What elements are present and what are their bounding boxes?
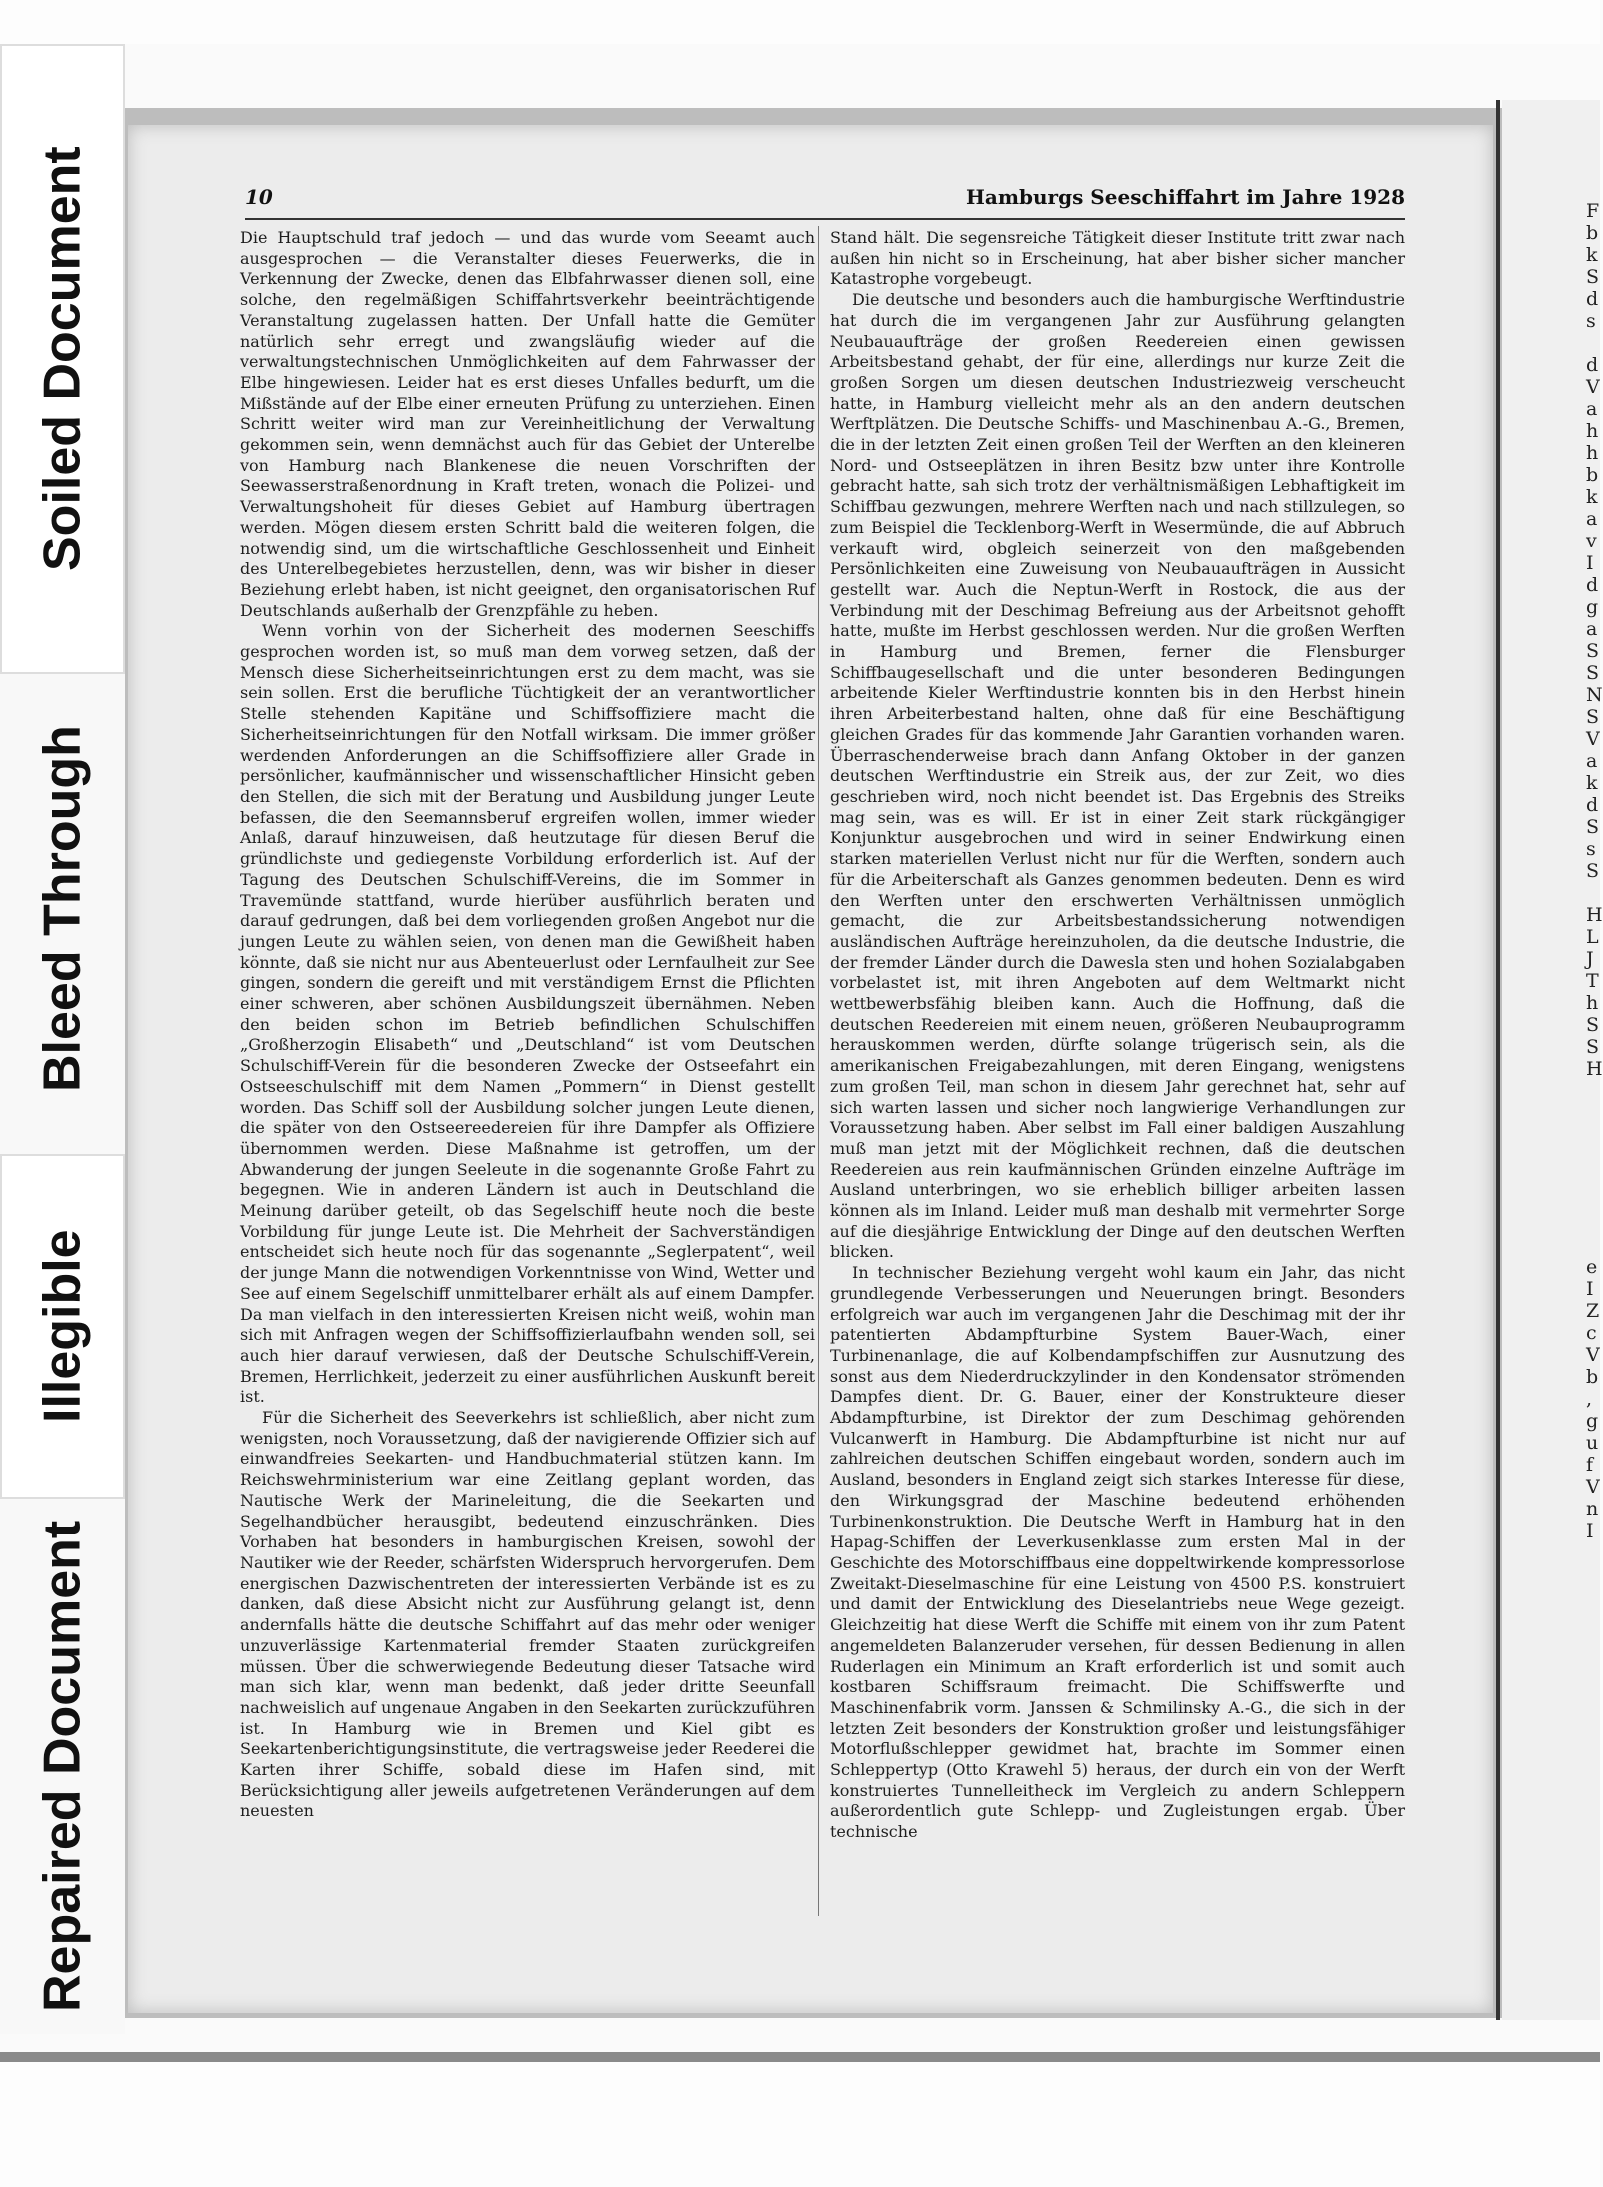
label-soiled-document: Soiled Document xyxy=(0,44,125,674)
top-margin xyxy=(0,0,1600,44)
edge-letter: d xyxy=(1586,794,1599,816)
edge-letter: S xyxy=(1586,640,1600,662)
paragraph: Die deutsche und besonders auch die hamburgische Werftindustrie hat durch die im vergangenen Jahr zur Ausführung gelangten Neubauaufträge der großen Reedereien einen gewissen Arbeitsbestand gehabt, der für eine, allerdings nur kurze Zeit die großen Sorgen um diesen deutschen Industriezweig verscheucht hatte, in Hamburg vielleicht mehr als an den andern deutschen Werftplätzen. Die Deutsche Schiffs- und Maschinenbau A.-G., Bremen, die in der letzten Zeit einen großen Teil der Werften an den kleineren Nord- und Ostseeplätzen in ihren Besitz bzw unter ihre Kontrolle gebracht hatte, sah sich trotz der verhältnismäßigen Lebhaftigkeit im Schiffbau gezwungen, mehrere Werften nach und nach stillzulegen, so zum Beispiel die Tecklenborg-Werft in Wesermünde, die auf Abbruch verkauft wird, obgleich seinerzeit von den maßgebenden Persönlichkeiten eine Zuweisung von Neubauaufträgen in Aussicht gestellt war. Auch die Neptun-Werft in Rostock, die aus der Verbindung mit der Deschimag Befreiung aus der Arbeitsnot gehofft hatte, mußte im Herbst geschlossen werden. Nur die großen Werften in Hamburg und Bremen, ferner die Flensburger Schiffbaugesellschaft und die unter besonderen Bedingungen arbeitende Kieler Werftindustrie konnten bis in den Herbst hinein ihren Arbeiterbestand halten, ohne daß für eine Beschäftigung gleichen Grades für das kommende Jahr Garantien vorhanden waren. Überraschenderweise brach dann Anfang Oktober in der ganzen deutschen Werftindustrie ein Streik aus, der zur Zeit, wo dies geschrieben wird, noch nicht beendet ist. Das Ergebnis des Streiks mag sein, was es will. Er ist in einer Zeit stark rückgängiger Konjunktur ausgebrochen und wird in seiner Endwirkung einen starken materiellen Verlust nicht nur für die Werften, sondern auch für die Arbeiterschaft als Ganzes genommen bedeuten. Denn es wird den Werften unter den erschwerten Verhältnissen unmöglich gemacht, die zur Arbeitsbestandssicherung notwendigen ausländischen Aufträge hereinzuholen, da die deutsche Industrie, die der fremder Länder durch die Dawesla sten und hohen Sozialabgaben vorbelastet ist, mit ihren Angeboten auf dem Weltmarkt nicht wettbewerbsfähig bleiben kann. Auch die Hoffnung, daß die deutschen Reedereien mit einem neuen, größeren Neubauprogramm herauskommen werden, dürfte solange trügerisch sein, als die amerikanischen Freigabezahlungen, mit deren Eingang, wenigstens zum großen Teil, man schon in diesem Jahr gerechnet hat, sehr auf sich warten lassen und sicher noch langwierige Verhandlungen zur Voraussetzung haben. Aber selbst im Fall einer baldigen Auszahlung muß man jetzt mit der Möglichkeit rechnen, daß die deutschen Reedereien aus rein kaufmännischen Gründen einzelne Aufträge im Ausland unterbringen, wo sie erheblich billiger arbeiten lassen können als im Inland. Leider muß man deshalb mit vermehrter Sorge auf die diesjährige Entwicklung der Dinge auf den deutschen Werften blicken. xyxy=(830,290,1405,1262)
edge-letter: k xyxy=(1586,486,1598,508)
edge-letter xyxy=(1502,1102,1600,1124)
edge-letter: S xyxy=(1586,1036,1600,1058)
edge-letter: H xyxy=(1586,904,1603,926)
edge-letter: h xyxy=(1586,420,1599,442)
edge-letter xyxy=(1502,1124,1600,1146)
edge-letter: S xyxy=(1586,1014,1600,1036)
edge-letter: h xyxy=(1586,442,1599,464)
edge-letter xyxy=(1502,882,1600,904)
edge-letter xyxy=(1502,332,1600,354)
edge-letter: S xyxy=(1586,816,1600,838)
edge-letter: s xyxy=(1586,838,1596,860)
adjacent-page-edge xyxy=(1502,100,1603,2020)
left-column xyxy=(240,228,815,1918)
edge-letter: c xyxy=(1586,1322,1597,1344)
edge-letter: V xyxy=(1586,1344,1600,1366)
edge-letter: s xyxy=(1586,310,1596,332)
label-bleed-through: Bleed Through xyxy=(33,725,92,1093)
page-gutter xyxy=(1496,100,1500,2020)
degradation-labels xyxy=(0,44,125,2034)
edge-letter: g xyxy=(1586,1410,1599,1432)
edge-letter xyxy=(1502,1168,1600,1190)
edge-letter: H xyxy=(1586,1058,1603,1080)
edge-letter: V xyxy=(1586,1476,1600,1498)
edge-letter xyxy=(1502,1190,1600,1212)
edge-letter: S xyxy=(1586,706,1600,728)
edge-letter xyxy=(1502,1234,1600,1256)
edge-letter: g xyxy=(1586,596,1599,618)
edge-letter: L xyxy=(1586,926,1599,948)
edge-letter: v xyxy=(1586,530,1597,552)
edge-letter: a xyxy=(1586,618,1598,640)
edge-letter: h xyxy=(1586,992,1599,1014)
edge-letter: F xyxy=(1586,200,1600,222)
paragraph: Für die Sicherheit des Seeverkehrs ist schließlich, aber nicht zum wenigsten, noch Voraussetzung, daß der navigierende Offizier sich auf einwandfreies Seekarten- und Handbuchmaterial stützen kann. Im Reichswehrministerium war eine Zeitlang geplant worden, das Nautische Werk der Marineleitung, die die Seekarten und Segelhandbücher herausgibt, bedeutend einzuschränken. Dies Vorhaben hat besonders in hamburgischen Kreisen, sowohl der Nautiker wie der Reeder, schärfsten Widerspruch hervorgerufen. Dem energischen Dazwischentreten der interessierten Verbände ist es zu danken, daß diese Absicht nicht zur Ausführung gelangt ist, denn andernfalls hätte die deutsche Schiffahrt auf das mehr oder weniger unzuverlässige Kartenmaterial fremder Staaten zurückgreifen müssen. Über die schwerwiegende Bedeutung dieser Tatsache wird man sich klar, wenn man bedenkt, daß jeder dritte Seeunfall nachweislich auf ungenaue Angaben in den Seekarten zurückzuführen ist. In Hamburg wie in Bremen und Kiel gibt es Seekartenberichtigungsinstitute, die vertragsweise jeder Reederei die Karten ihrer Schiffe, sobald diese im Hafen sind, mit Berücksichtigung aller jeweils aufgetretenen Veränderungen auf dem neuesten xyxy=(240,1408,815,1821)
edge-letter: a xyxy=(1586,508,1598,530)
edge-letter: T xyxy=(1586,970,1599,992)
paragraph: Wenn vorhin von der Sicherheit des modernen Seeschiffs gesprochen worden ist, so muß man dem vorweg setzen, daß der Mensch diese Sicherheitseinrichtungen erst zu dem macht, was sie sein sollen. Erst die berufliche Tüchtigkeit der an verantwortlicher Stelle stehenden Kapitäne und Schiffsoffiziere macht die Sicherheitseinrichtungen für den Notfall wirksam. Die immer größer werdenden Anforderungen an die Schiffsoffiziere aller Grade in persönlicher, kaufmännischer und wissenschaftlicher Hinsicht geben den Stellen, die sich mit der Beratung und Ausbildung junger Leute befassen, die den Seemannsberuf ergreifen wollen, immer wieder Anlaß, darauf hinzuweisen, daß heutzutage für diesen Beruf die gründlichste und gediegenste Vorbildung erforderlich ist. Auf der Tagung des Deutschen Schulschiff-Vereins, die im Sommer in Travemünde stattfand, wurde hierüber ausführlich beraten und darauf gedrungen, daß bei dem vorliegenden großen Angebot nur die jungen Leute zu wählen seien, von denen man die Gewißheit haben könnte, daß sie nicht nur aus Abenteuerlust oder Lernfaulheit zur See gingen, sondern die gereift und mit verständigem Ernst die Pflichten einer schweren, aber schönen Ausbildungszeit übernähmen. Neben den beiden schon im Betrieb befindlichen Schulschiffen „Großherzogin Elisabeth“ und „Deutschland“ ist vom Deutschen Schulschiff-Verein für die besonderen Zwecke der Ostseefahrt ein Ostseeschulschiff mit dem Namen „Pommern“ in Dienst gestellt worden. Das Schiff soll der Ausbildung solcher jungen Leute dienen, die später von den Ostseereedereien für ihre Dampfer als Offiziere übernommen werden. Diese Maßnahme ist getroffen, um der Abwanderung der jungen Seeleute in die sogenannte Große Fahrt zu begegnen. Wie in anderen Ländern ist auch in Deutschland die Meinung darüber geteilt, ob das Segelschiff heute noch die beste Vorbildung für junge Leute ist. Die Mehrheit der Sachverständigen entscheidet sich heute noch für das sogenannte „Seglerpatent“, weil der junge Mann die notwendigen Vorkenntnisse von Wind, Wetter und See auf einem Segelschiff unmittelbarer erhält als auf einem Dampfer. Da man vielfach in den interessierten Kreisen nicht weiß, wohin man sich mit Anfragen wegen der Schiffsoffizierlaufbahn wenden soll, sei auch hier darauf verwiesen, daß der Deutsche Schulschiff-Verein, Bremen, Herrlichkeit, jederzeit zu einer ausführlichen Auskunft bereit ist. xyxy=(240,621,815,1407)
edge-letter: n xyxy=(1586,1498,1599,1520)
edge-letter: a xyxy=(1586,750,1598,772)
edge-letter: e xyxy=(1586,1256,1598,1278)
edge-letter: d xyxy=(1586,288,1599,310)
edge-letter xyxy=(1502,1146,1600,1168)
edge-letter: V xyxy=(1586,376,1600,398)
column-divider xyxy=(818,226,819,1916)
edge-letter: S xyxy=(1586,662,1600,684)
label-repaired-document: Repaired Document xyxy=(33,1520,92,2013)
edge-letter: b xyxy=(1586,464,1599,486)
edge-letter: b xyxy=(1586,1366,1599,1388)
edge-letter: , xyxy=(1586,1388,1593,1410)
edge-letter: J xyxy=(1586,948,1594,970)
edge-letter: u xyxy=(1586,1432,1599,1454)
edge-letter: I xyxy=(1586,1520,1594,1542)
label-illegible: Illegible xyxy=(0,1154,125,1499)
edge-letter: d xyxy=(1586,574,1599,596)
edge-letter: b xyxy=(1586,222,1599,244)
paragraph: In technischer Beziehung vergeht wohl kaum ein Jahr, das nicht grundlegende Verbesserungen und Neuerungen bringt. Besonders erfolgreich war auch im vergangenen Jahr die Deschimag mit der ihr patentierten Abdampfturbine System Bauer-Wach, einer Turbinenanlage, die auf Kolbendampfschiffen zur Ausnutzung des sonst aus dem Niederdruckzylinder in den Kondensator strömenden Dampfes dient. Dr. G. Bauer, einer der Konstrukteure dieser Abdampfturbine, ist Direktor der zum Deschimag gehörenden Vulcanwerft in Hamburg. Die Abdampfturbine ist nicht nur auf zahlreichen deutschen Schiffen eingebaut worden, sondern auch im Ausland, besonders in England zeigt sich starkes Interesse für diese, den Wirkungsgrad der Maschine bedeutend erhöhenden Turbinenkonstruktion. Die Deutsche Werft in Hamburg hat in den Hapag-Schiffen der Leverkusenklasse zum ersten Mal in der Geschichte des Motorschiffbaus eine doppeltwirkende kompressorlose Zweitakt-Dieselmaschine für eine Leistung von 4500 P.S. konstruiert und damit der Entwicklung des Dieselantriebs neue Wege gezeigt. Gleichzeitig hat diese Werft die Schiffe mit einem von ihr zum Patent angemeldeten Balanzeruder versehen, für dessen Bedienung in allen Ruderlagen ein Minimum an Kraft erforderlich ist und somit auch kostbaren Schiffsraum freimacht. Die Schiffswerfte und Maschinenfabrik vorm. Janssen & Schmilinsky A.-G., die sich in der letzten Zeit besonders der Konstruktion großer und leistungsfähiger Motorflußschlepper gewidmet hat, brachte im Sommer einen Schleppertyp (Otto Krawehl 5) heraus, der durch ein von der Werft konstruiertes Tunnelleitheck im Vergleich zu andern Schleppern außerordentlich gute Schlepp- und Zugleistungen ergab. Über technische xyxy=(830,1263,1405,1842)
edge-letter: S xyxy=(1586,266,1600,288)
edge-letter: I xyxy=(1586,552,1594,574)
running-title: Hamburgs Seeschiffahrt im Jahre 1928 xyxy=(966,185,1405,209)
right-column xyxy=(830,228,1405,1918)
edge-letter: k xyxy=(1586,244,1598,266)
edge-letter: N xyxy=(1586,684,1603,706)
edge-letter xyxy=(1502,1212,1600,1234)
page-header xyxy=(245,185,1405,211)
edge-letter: Z xyxy=(1586,1300,1600,1322)
edge-letter: d xyxy=(1586,354,1599,376)
page-number: 10 xyxy=(245,185,273,209)
paragraph: Stand hält. Die segensreiche Tätigkeit dieser Institute tritt zwar nach außen hin nicht so in Erscheinung, hat aber bisher sicher mancher Katastrophe vorgebeugt. xyxy=(830,228,1405,289)
header-rule xyxy=(245,218,1405,220)
edge-letter: S xyxy=(1586,860,1600,882)
edge-letter xyxy=(1502,1080,1600,1102)
bottom-margin xyxy=(0,2052,1600,2187)
edge-letter: f xyxy=(1586,1454,1594,1476)
edge-letter: V xyxy=(1586,728,1600,750)
edge-letter: k xyxy=(1586,772,1598,794)
paragraph: Die Hauptschuld traf jedoch — und das wurde vom Seeamt auch ausgesprochen — die Veranstalter dieses Feuerwerks, die in Verkennung der Zwecke, denen das Elbfahrwasser dienen soll, eine solche, den regelmäßigen Schiffahrtsverkehr beeinträchtigende Veranstaltung zugelassen hatten. Der Unfall hatte die Gemüter natürlich sehr erregt und zwangsläufig wieder auf die verwaltungstechnischen Unmöglichkeiten auf dem Fahrwasser der Elbe hingewiesen. Leider hat es erst dieses Unfalles bedurft, um die Mißstände auf der Elbe einer erneuten Prüfung zu unterziehen. Einen Schritt weiter wird man zur Vereinheitlichung der Verwaltung gekommen sein, wenn demnächst auch für das Gebiet der Unterelbe von Hamburg nach Blankenese die neuen Vorschriften der Seewasserstraßenordnung in Kraft treten, wonach die Polizei- und Verwaltungshoheit für dieses Gebiet auf Hamburg übertragen werden. Mögen diesem ersten Schritt bald die weiteren folgen, die notwendig sind, um die wirtschaftliche Geschlossenheit und Einheit des Unterelbegebietes herzustellen, denn, was wir bisher in dieser Beziehung erlebt haben, ist nicht geeignet, den organisatorischen Ruf Deutschlands außerhalb der Grenzpfähle zu heben. xyxy=(240,228,815,620)
edge-letter: I xyxy=(1586,1278,1594,1300)
edge-letter: a xyxy=(1586,398,1598,420)
